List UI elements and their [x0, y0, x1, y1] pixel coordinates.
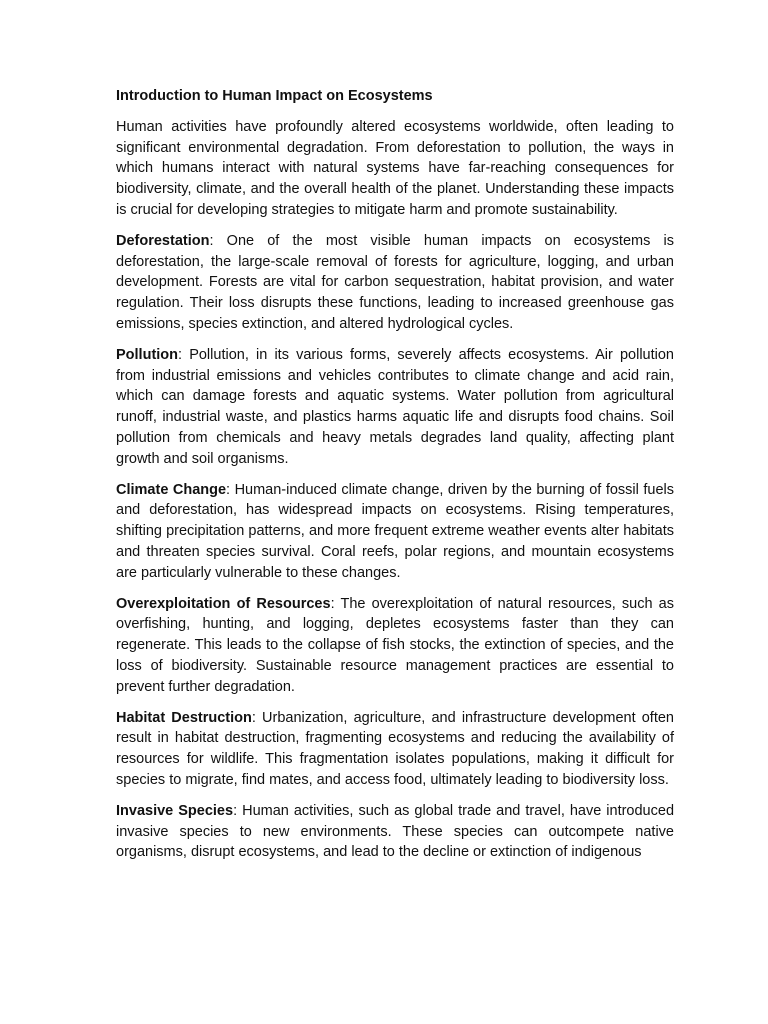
intro-paragraph: Human activities have profoundly altered ecosystems worldwide, often leading to significant environmental degradation. From deforestation to pollution, the ways in which humans interact with natural systems have far-reaching consequences for biodiversity, climate, and the overall health of the planet. Understanding these impacts is crucial for developing strategies to mitigate harm and promote sustainability.: [116, 118, 674, 218]
section-invasive-species: [116, 801, 674, 863]
section-overexploitation: [116, 594, 674, 698]
document-page: [116, 86, 674, 873]
document-title: Introduction to Human Impact on Ecosystems: [116, 88, 433, 104]
section-deforestation: [116, 231, 674, 335]
section-text: : The overexploitation of natural resources, such as overfishing, hunting, and logging, depletes ecosystems faster than they can regenerate. This leads to the collapse of fish stocks, the extinction of species, and the loss of biodiversity. Sustainable resource management practices are essential to prevent further degradation.: [116, 595, 674, 695]
section-term: Pollution: [116, 346, 179, 363]
section-habitat-destruction: [116, 708, 674, 791]
section-term: Habitat Destruction: [116, 709, 252, 726]
section-pollution: [116, 345, 674, 470]
section-climate-change: [116, 480, 674, 584]
section-text: : Pollution, in its various forms, severely affects ecosystems. Air pollution from industrial emissions and vehicles contributes to climate change and acid rain, which can damage forests and aquatic systems. Water pollution from agricultural runoff, industrial waste, and plastics harms aquatic life and disrupts food chains. Soil pollution from chemicals and heavy metals degrades land quality, affecting plant growth and soil organisms.: [116, 346, 674, 467]
section-text: : One of the most visible human impacts on ecosystems is deforestation, the large-scale removal of forests for agriculture, logging, and urban development. Forests are vital for carbon sequestration, habitat provision, and water regulation. Their loss disrupts these functions, leading to increased greenhouse gas emissions, species extinction, and altered hydrological cycles.: [116, 232, 674, 332]
section-text: : Human activities, such as global trade and travel, have introduced invasive species to new environments. These species can outcompete native organisms, disrupt ecosystems, and lead to the decline or extinction of indigenous: [116, 802, 675, 861]
section-term: Overexploitation of Resources: [116, 595, 331, 612]
section-text: : Urbanization, agriculture, and infrastructure development often result in habitat destruction, fragmenting ecosystems and reducing the availability of resources for wildlife. This fragmentation isolates populations, making it difficult for species to migrate, find mates, and access food, ultimately leading to biodiversity loss.: [116, 709, 674, 788]
section-term: Climate Change: [116, 481, 227, 498]
section-term: Deforestation: [116, 232, 210, 249]
section-term: Invasive Species: [116, 802, 234, 819]
section-text: : Human-induced climate change, driven by the burning of fossil fuels and deforestation, has widespread impacts on ecosystems. Rising temperatures, shifting precipitation patterns, and more frequent extreme weather events alter habitats and threaten species survival. Coral reefs, polar regions, and mountain ecosystems are particularly vulnerable to these changes.: [116, 481, 674, 581]
